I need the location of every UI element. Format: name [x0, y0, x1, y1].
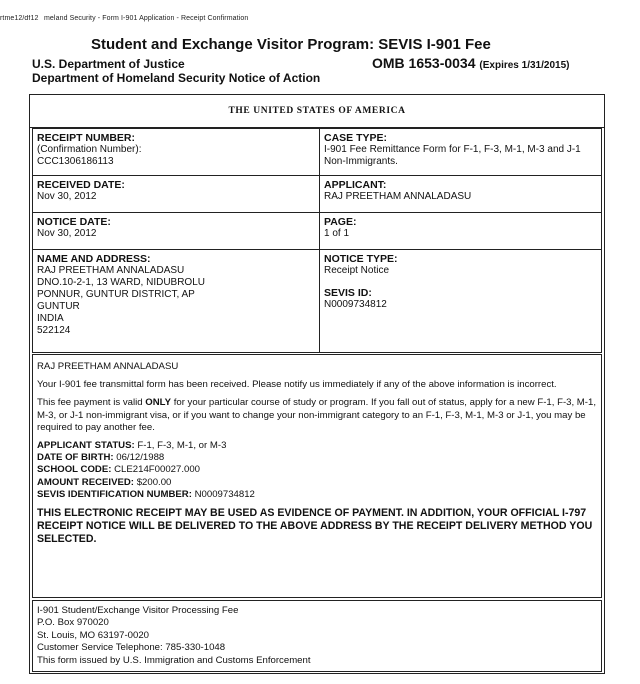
case-type-cell	[320, 129, 601, 175]
grid-row	[33, 176, 601, 213]
applicant-value: RAJ PREETHAM ANNALADASU	[324, 191, 472, 202]
address-line: RAJ PREETHAM ANNALADASU	[37, 265, 185, 276]
notice-type-cell	[320, 250, 601, 352]
school-code-value: CLE214F00027.000	[114, 464, 201, 476]
footer-line: Customer Service Telephone: 785-330-1048	[37, 642, 226, 654]
address-line: DNO.10-2-1, 13 WARD, NIDUBROLU	[37, 277, 205, 288]
address-line: PONNUR, GUNTUR DISTRICT, AP	[37, 289, 195, 300]
para2-pre: This fee payment is valid	[37, 397, 146, 409]
received-date-cell	[33, 176, 320, 212]
department-notice: Department of Homeland Security Notice of Action	[32, 71, 321, 85]
para2-post: for your particular course of study or program. If you fall out of status, apply for a new F-1, F-3, M-1, M-3, or J-1 non-immigrant visa, or if you want to change your non-immigrant category to an F-1, F-3, M-1, M-3 or J-1, you may be required to pay another fee.	[37, 397, 596, 433]
amount-value: $200.00	[136, 476, 172, 488]
receipt-number-value: CCC1306186113	[37, 156, 114, 167]
applicant-cell	[320, 176, 601, 212]
school-code-label: SCHOOL CODE:	[37, 464, 112, 476]
footer-block	[32, 600, 602, 672]
notice-body	[32, 354, 602, 598]
footer-line: I-901 Student/Exchange Visitor Processing Fee	[37, 605, 239, 616]
receipt-number-sub: (Confirmation Number):	[37, 144, 142, 155]
notice-date-value: Nov 30, 2012	[37, 228, 97, 239]
name-address-label: NAME AND ADDRESS:	[37, 253, 151, 265]
notice-frame	[29, 94, 605, 674]
sevis-id-label: SEVIS ID:	[324, 287, 372, 299]
received-date-label: RECEIVED DATE:	[37, 179, 125, 191]
receipt-grid	[32, 128, 602, 353]
address-line: INDIA	[37, 313, 64, 324]
applicant-details	[37, 440, 597, 501]
notice-type-label: NOTICE TYPE:	[324, 253, 398, 265]
amount-line	[37, 477, 597, 489]
applicant-status-value: F-1, F-3, M-1, or M-3	[137, 440, 227, 452]
para2-bold: ONLY	[145, 397, 172, 409]
dob-label: DATE OF BIRTH:	[37, 452, 114, 464]
footer-line: P.O. Box 970020	[37, 617, 109, 629]
grid-row	[33, 213, 601, 250]
spacer	[324, 277, 597, 287]
sevis-id-value: N0009734812	[324, 299, 387, 310]
applicant-status-label: APPLICANT STATUS:	[37, 440, 135, 452]
page-label: PAGE:	[324, 216, 357, 228]
sevis-number-line	[37, 489, 597, 501]
sevis-number-value: N0009734812	[194, 488, 255, 500]
notice-type-value: Receipt Notice	[324, 265, 390, 276]
evidence-statement: THIS ELECTRONIC RECEIPT MAY BE USED AS EVIDENCE OF PAYMENT. IN ADDITION, YOUR OFFICIAL I-797 RECEIPT NOTICE WILL BE DELIVERED TO THE ABOVE ADDRESS BY THE RECEIPT DELIVERY METHOD YOU SELECTED.	[37, 507, 593, 546]
notice-para-1: Your I-901 fee transmittal form has been received. Please notify us immediately if any of the above information is incorrect.	[37, 379, 557, 391]
grid-row	[33, 129, 601, 176]
notice-date-cell	[33, 213, 320, 249]
case-type-label: CASE TYPE:	[324, 132, 388, 144]
browser-print-header	[0, 15, 248, 22]
amount-label: AMOUNT RECEIVED:	[37, 476, 135, 488]
print-header-text: meland Security - Form I-901 Application - Receipt Confirmation	[44, 15, 249, 22]
footer-line: St. Louis, MO 63197-0020	[37, 629, 149, 641]
country-banner: THE UNITED STATES OF AMERICA	[30, 95, 604, 128]
dob-value: 06/12/1988	[116, 452, 165, 464]
case-type-value: I-901 Fee Remittance Form for F-1, F-3, M-1, M-3 and J-1 Non-Immigrants.	[324, 144, 581, 167]
received-date-value: Nov 30, 2012	[37, 191, 97, 202]
applicant-status-line	[37, 440, 597, 452]
grid-row	[33, 250, 601, 352]
address-line: GUNTUR	[37, 301, 80, 312]
page-value: 1 of 1	[324, 228, 350, 239]
receipt-number-cell	[33, 129, 320, 175]
applicant-label: APPLICANT:	[324, 179, 387, 191]
dob-line	[37, 452, 597, 464]
omb-number	[372, 55, 569, 71]
address-line: 522124	[37, 325, 71, 336]
omb-number-text: OMB 1653-0034	[372, 55, 476, 71]
page-title: Student and Exchange Visitor Program: SEVIS I-901 Fee	[91, 36, 491, 53]
sevis-number-label: SEVIS IDENTIFICATION NUMBER:	[37, 488, 192, 500]
notice-para-2	[37, 397, 597, 434]
omb-expires: (Expires 1/31/2015)	[479, 60, 570, 71]
department-justice: U.S. Department of Justice	[32, 57, 185, 71]
school-code-line	[37, 464, 597, 476]
name-address-cell	[33, 250, 320, 352]
print-header-overlap: rtme12/df12	[0, 15, 39, 22]
receipt-number-label: RECEIPT NUMBER:	[37, 132, 136, 144]
footer-line: This form issued by U.S. Immigration and Customs Enforcement	[37, 654, 311, 666]
notice-date-label: NOTICE DATE:	[37, 216, 111, 228]
notice-name: RAJ PREETHAM ANNALADASU	[37, 361, 179, 372]
page-cell	[320, 213, 601, 249]
